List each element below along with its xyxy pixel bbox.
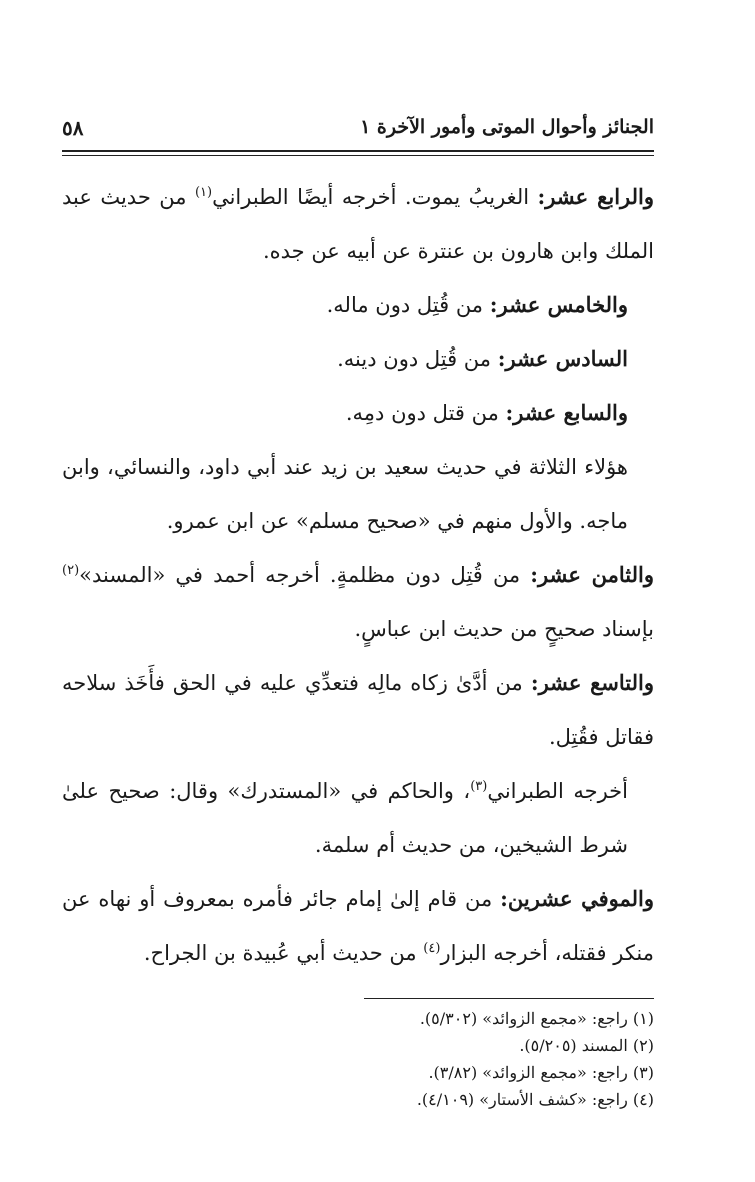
paragraph-20 [62,872,654,980]
footnote-1: (١) راجع: «مجمع الزوائد» (٥/٣٠٢). [419,1009,654,1028]
paragraph-lead: والسابع عشر: [505,400,628,425]
paragraph-text: من قُتِل دون دينه. [337,347,498,371]
paragraph-text-cont: من حديث عبد الملك وابن هارون بن عنترة عن أبيه عن جده. [62,185,654,263]
paragraph-14 [62,170,654,278]
header-title: الجنائز وأحوال الموتى وأمور الآخرة ١ [360,116,654,138]
paragraph-lead: والرابع عشر: [537,184,655,209]
paragraph-18 [62,548,654,656]
paragraph-16 [62,332,654,386]
paragraph-text: هؤلاء الثلاثة في حديث سعيد بن زيد عند أبي داود، والنسائي، وابن ماجه. والأول منهم في «صحيح مسلم» عن ابن عمرو. [62,455,628,533]
header-rule-thin [62,155,654,156]
footnote-4: (٤) راجع: «كشف الأستار» (٤/١٠٩). [416,1090,654,1109]
paragraph-lead: السادس عشر: [497,346,628,371]
paragraph-text: من قُتِل دون ماله. [326,293,490,317]
paragraph-19 [62,656,654,764]
footnote-2: (٢) المسند (٥/٢٠٥). [519,1036,654,1055]
footnote-marker[interactable]: (٢) [62,563,80,578]
book-page [62,108,654,1113]
paragraph-text: من قام إلىٰ إمام جائر فأمره بمعروف أو نهاه عن منكر فقتله، أخرجه البزار [62,887,654,965]
footnote-3: (٣) راجع: «مجمع الزوائد» (٣/٨٢). [428,1063,654,1082]
paragraph-text: أخرجه الطبراني [487,779,628,803]
page-number: ٥٨ [62,116,84,140]
paragraph-lead: والموفي عشرين: [500,886,654,911]
paragraph-text: الغريبُ يموت. أخرجه أيضًا الطبراني [212,185,538,209]
paragraph-15 [62,278,654,332]
paragraph-17 [62,386,654,440]
footnote-rule [364,998,654,999]
paragraph-note-three [62,440,654,548]
paragraph-takhrij [62,764,654,872]
paragraph-text-cont: ، والحاكم في «المستدرك» وقال: صحيح علىٰ شرط الشيخين، من حديث أم سلمة. [62,779,628,857]
footnote-marker[interactable]: (٣) [470,779,488,794]
footnotes [364,998,654,1113]
paragraph-text-cont: بإسناد صحيحٍ من حديث ابن عباسٍ. [354,617,654,641]
paragraph-text: من قُتِل دون مظلمةٍ. أخرجه أحمد في «المسند» [79,563,531,587]
paragraph-lead: والثامن عشر: [530,562,654,587]
footnote-marker[interactable]: (١) [194,185,213,200]
paragraph-text: من قتل دون دمِه. [345,401,506,425]
paragraph-lead: والخامس عشر: [489,292,628,317]
paragraph-text: من أدَّىٰ زكاه مالِه فتعدِّي عليه في الحق فأَخَذ سلاحه فقاتل فقُتِل. [62,671,654,749]
paragraph-text-cont: من حديث أبي عُبيدة بن الجراح. [143,941,424,965]
running-header [62,108,654,148]
body-text [62,170,654,980]
paragraph-lead: والتاسع عشر: [530,670,655,695]
header-rule-thick [62,150,654,152]
footnote-marker[interactable]: (٤) [423,941,441,956]
